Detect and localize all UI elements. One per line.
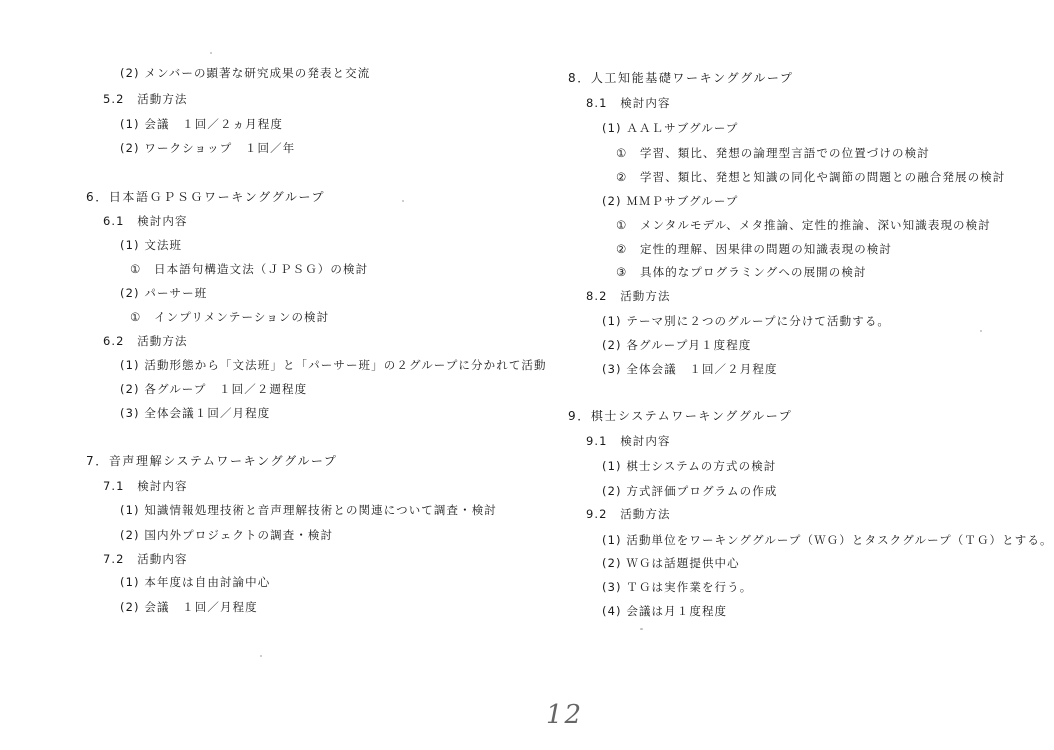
list-subitem: ① 日本語句構造文法（ＪＰＳＧ）の検討	[130, 262, 369, 276]
section-title: 7．音声理解システムワーキンググループ	[86, 454, 338, 468]
subsection-title: 9.2 活動方法	[586, 507, 671, 521]
list-item: (3) ＴＧは実作業を行う。	[602, 580, 753, 594]
list-subitem: ① 学習、類比、発想の論理型言語での位置づけの検討	[616, 146, 930, 160]
list-subitem: ② 定性的理解、因果律の問題の知識表現の検討	[616, 242, 893, 256]
list-item: (3) 全体会議 １回／２月程度	[602, 362, 778, 376]
page-number: 12	[546, 700, 584, 730]
scan-speck	[640, 628, 643, 630]
list-item: (4) 会議は月１度程度	[602, 604, 728, 618]
subsection-title: 7.1 検討内容	[103, 479, 188, 493]
scan-speck	[980, 330, 982, 332]
list-item: (1) 知識情報処理技術と音声理解技術との関連について調査・検討	[120, 503, 497, 517]
subsection-title: 7.2 活動内容	[103, 552, 188, 566]
list-subitem: ② 学習、類比、発想と知識の同化や調節の問題との融合発展の検討	[616, 170, 1006, 184]
section-title: 9．棋士システムワーキンググループ	[568, 409, 793, 423]
list-item: (2) ワークショップ １回／年	[120, 141, 296, 155]
list-item: (2) 方式評価プログラムの作成	[602, 484, 778, 498]
list-item: (2) パーサー班	[120, 286, 208, 300]
section-title: 6．日本語ＧＰＳＧワーキンググループ	[86, 190, 326, 204]
list-item: (3) 全体会議１回／月程度	[120, 406, 271, 420]
list-item: (1) 本年度は自由討論中心	[120, 575, 271, 589]
subsection-title: 5.2 活動方法	[103, 92, 188, 106]
list-item: (1) ＡＡＬサブグループ	[602, 121, 739, 135]
list-item: (2) 各グループ月１度程度	[602, 338, 752, 352]
list-item: (1) 活動単位をワーキンググループ（ＷＧ）とタスクグループ（ＴＧ）とする。	[602, 533, 1053, 547]
list-item: (2) ＭＭＰサブグループ	[602, 194, 739, 208]
subsection-title: 6.2 活動方法	[103, 334, 188, 348]
list-item: (1) テーマ別に２つのグループに分けて活動する。	[602, 314, 891, 328]
subsection-title: 9.1 検討内容	[586, 434, 671, 448]
scan-speck	[260, 655, 262, 657]
list-subitem: ① インプリメンテーションの検討	[130, 310, 330, 324]
list-item: (2) 各グループ １回／２週程度	[120, 382, 308, 396]
list-item: (1) 活動形態から「文法班」と「パーサー班」の２グループに分かれて活動	[120, 358, 547, 372]
subsection-title: 6.1 検討内容	[103, 214, 188, 228]
list-item: (2) ＷＧは話題提供中心	[602, 556, 740, 570]
list-item: (1) 棋士システムの方式の検討	[602, 459, 777, 473]
list-item: (1) 文法班	[120, 238, 183, 252]
list-subitem: ③ 具体的なプログラミングへの展開の検討	[616, 265, 867, 279]
subsection-title: 8.2 活動方法	[586, 289, 671, 303]
subsection-title: 8.1 検討内容	[586, 96, 671, 110]
list-subitem: ① メンタルモデル、メタ推論、定性的推論、深い知識表現の検討	[616, 218, 991, 232]
list-item: (2) 国内外プロジェクトの調査・検討	[120, 528, 334, 542]
scan-speck	[210, 52, 212, 54]
list-item: (1) 会議 １回／２ヵ月程度	[120, 117, 283, 131]
section-title: 8．人工知能基礎ワーキンググループ	[568, 71, 794, 85]
list-item: (2) 会議 １回／月程度	[120, 600, 258, 614]
scan-speck	[402, 200, 404, 202]
list-item: (2) メンバーの顕著な研究成果の発表と交流	[120, 66, 371, 80]
